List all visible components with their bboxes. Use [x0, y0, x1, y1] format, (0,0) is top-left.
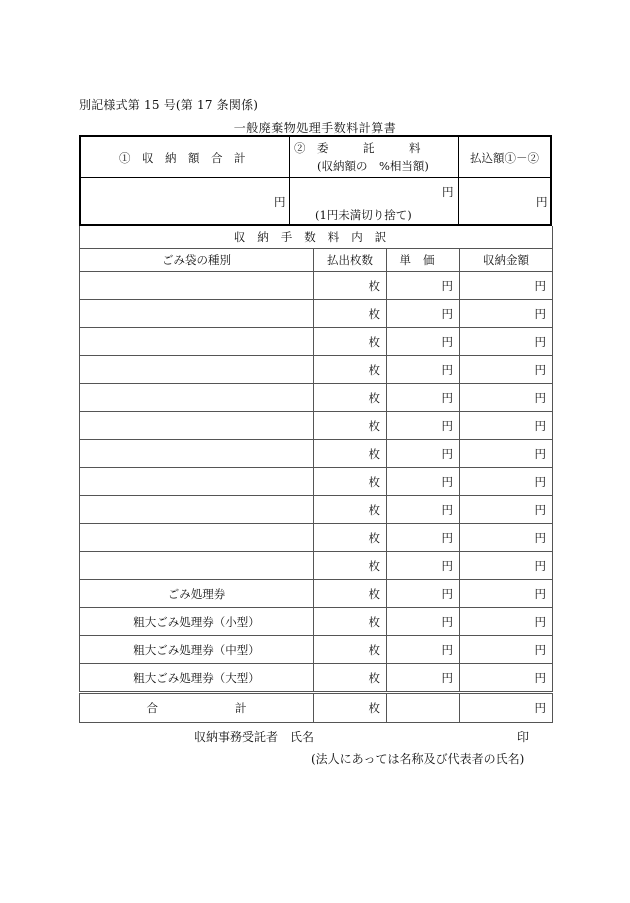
unit-price-cell: 円 [387, 664, 460, 693]
unit-price-cell: 円 [387, 300, 460, 328]
bag-type-cell [80, 356, 314, 384]
bag-type-cell [80, 272, 314, 300]
count-unit-cell: 枚 [314, 440, 387, 468]
bag-type-cell [80, 552, 314, 580]
table-row [80, 468, 553, 496]
bag-type-cell [80, 412, 314, 440]
amount-unit-cell: 円 [460, 552, 553, 580]
amount-unit-cell: 円 [460, 412, 553, 440]
amount-unit-cell: 円 [460, 664, 553, 693]
count-unit-cell: 枚 [314, 552, 387, 580]
unit-price-cell: 円 [387, 608, 460, 636]
total-label: 合計 [146, 701, 247, 715]
summary-header-divider [81, 177, 550, 178]
count-unit-cell: 枚 [314, 496, 387, 524]
amount-unit-cell: 円 [460, 300, 553, 328]
summary-col3-unit: 円 [536, 195, 548, 209]
unit-price-cell: 円 [387, 384, 460, 412]
seal-mark: 印 [517, 730, 530, 744]
amount-unit-cell: 円 [460, 524, 553, 552]
bag-type-cell [80, 468, 314, 496]
bag-type-cell [80, 328, 314, 356]
table-row [80, 300, 553, 328]
count-unit-cell: 枚 [314, 608, 387, 636]
table-row [80, 328, 553, 356]
form-number: 別記様式第 15 号(第 17 条関係) [79, 98, 259, 112]
recipient-label: 収納事務受託者 氏名 [194, 730, 315, 744]
count-unit-cell: 枚 [314, 328, 387, 356]
summary-col2-note: (1円未満切り捨て) [315, 208, 412, 222]
bag-type-cell [80, 440, 314, 468]
header-count: 払出枚数 [314, 249, 387, 272]
amount-unit-cell: 円 [460, 580, 553, 608]
table-row [80, 412, 553, 440]
bag-type-cell [80, 524, 314, 552]
summary-box [79, 135, 552, 226]
total-amount-unit: 円 [460, 693, 553, 723]
count-unit-cell: 枚 [314, 580, 387, 608]
table-row [80, 608, 553, 636]
unit-price-cell: 円 [387, 524, 460, 552]
bag-type-cell: ごみ処理券 [80, 580, 314, 608]
bag-type-cell: 粗大ごみ処理券（小型） [80, 608, 314, 636]
section-title: 収納手数料内訳 [80, 226, 553, 249]
bag-type-cell: 粗大ごみ処理券（中型） [80, 636, 314, 664]
bag-type-cell [80, 496, 314, 524]
header-amount: 収納金額 [460, 249, 553, 272]
summary-divider-2 [458, 137, 459, 224]
count-unit-cell: 枚 [314, 468, 387, 496]
table-row [80, 496, 553, 524]
summary-col1-header: ① 収 納 額 合 計 [119, 151, 246, 165]
summary-col1-unit: 円 [274, 195, 286, 209]
unit-price-cell: 円 [387, 412, 460, 440]
table-row [80, 356, 553, 384]
breakdown-table [79, 226, 553, 723]
summary-col2-header-line2: (収納額の %相当額) [317, 159, 429, 173]
unit-price-cell: 円 [387, 272, 460, 300]
table-row [80, 440, 553, 468]
amount-unit-cell: 円 [460, 608, 553, 636]
table-row [80, 384, 553, 412]
summary-divider-1 [289, 137, 290, 224]
amount-unit-cell: 円 [460, 328, 553, 356]
header-bag-type: ごみ袋の種別 [80, 249, 314, 272]
total-count-unit: 枚 [314, 693, 387, 723]
unit-price-cell: 円 [387, 552, 460, 580]
amount-unit-cell: 円 [460, 272, 553, 300]
table-row [80, 272, 553, 300]
table-row [80, 580, 553, 608]
count-unit-cell: 枚 [314, 524, 387, 552]
column-header-row [80, 249, 553, 272]
unit-price-cell: 円 [387, 468, 460, 496]
count-unit-cell: 枚 [314, 664, 387, 693]
amount-unit-cell: 円 [460, 440, 553, 468]
section-title-row [80, 226, 553, 249]
document-title: 一般廃棄物処理手数料計算書 [233, 121, 397, 135]
bag-type-cell: 粗大ごみ処理券（大型） [80, 664, 314, 693]
amount-unit-cell: 円 [460, 496, 553, 524]
total-row [80, 693, 553, 723]
header-unit-price: 単価 [387, 249, 460, 272]
summary-col3-header: 払込額①－② [470, 151, 539, 165]
amount-unit-cell: 円 [460, 636, 553, 664]
unit-price-cell: 円 [387, 636, 460, 664]
unit-price-cell: 円 [387, 496, 460, 524]
count-unit-cell: 枚 [314, 384, 387, 412]
amount-unit-cell: 円 [460, 356, 553, 384]
total-label-cell [80, 693, 314, 723]
recipient-note: (法人にあっては名称及び代表者の氏名) [311, 752, 525, 766]
summary-col2-unit: 円 [442, 185, 454, 199]
unit-price-cell: 円 [387, 580, 460, 608]
bag-type-cell [80, 300, 314, 328]
count-unit-cell: 枚 [314, 272, 387, 300]
table-row [80, 636, 553, 664]
table-row [80, 552, 553, 580]
count-unit-cell: 枚 [314, 356, 387, 384]
summary-col2-header-line1: ② 委 託 料 [294, 141, 421, 155]
count-unit-cell: 枚 [314, 300, 387, 328]
unit-price-cell: 円 [387, 356, 460, 384]
count-unit-cell: 枚 [314, 412, 387, 440]
unit-price-cell: 円 [387, 440, 460, 468]
bag-type-cell [80, 384, 314, 412]
amount-unit-cell: 円 [460, 384, 553, 412]
amount-unit-cell: 円 [460, 468, 553, 496]
count-unit-cell: 枚 [314, 636, 387, 664]
total-price-empty [387, 693, 460, 723]
unit-price-cell: 円 [387, 328, 460, 356]
table-row [80, 664, 553, 693]
table-row [80, 524, 553, 552]
